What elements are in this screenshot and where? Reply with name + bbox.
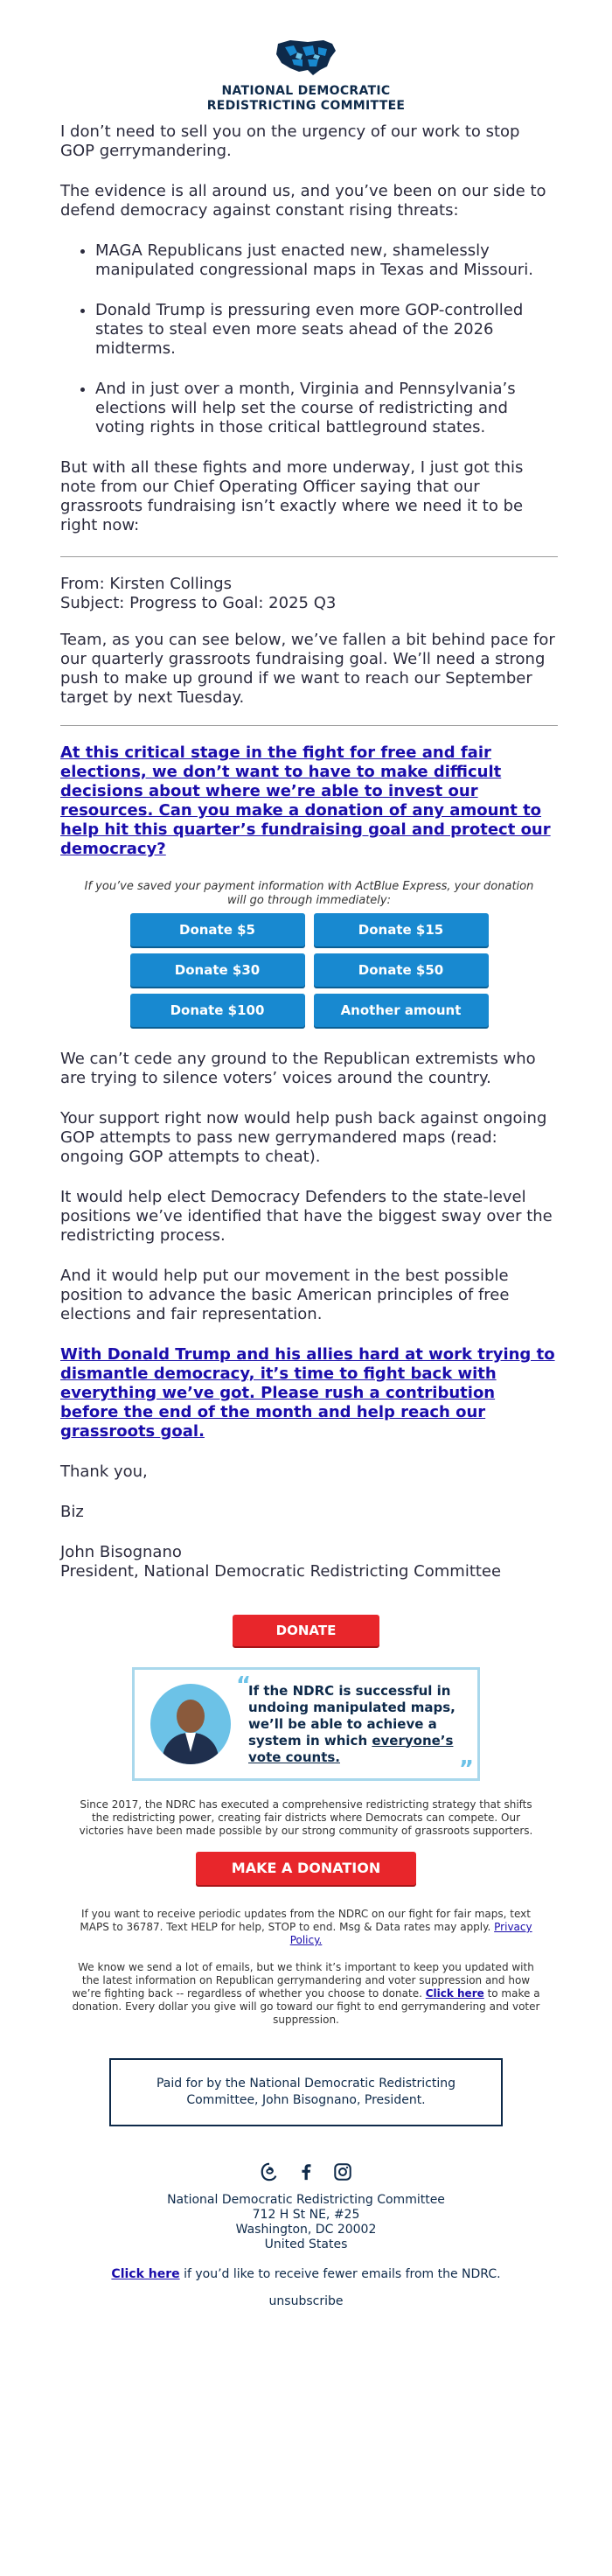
address-line: National Democratic Redistricting Committee: [167, 2193, 445, 2207]
body-paragraph-1: We can’t cede any ground to the Republican extremists who are trying to silence voters’ voices around the country.: [60, 1050, 536, 1087]
donate-30-button[interactable]: Donate $30: [130, 953, 305, 987]
email-header: [0, 0, 612, 122]
list-item: • Donald Trump is pressuring even more GOP-controlled states to steal even more seats ahead of the 2026 midterms.: [95, 301, 558, 359]
divider: [60, 725, 558, 726]
intro-paragraph-3: But with all these fights and more underway, I just got this note from our Chief Operating Officer saying that our grassroots fundraising isn’t exactly where we need it to be right now:: [60, 458, 524, 534]
open-quote-icon: “: [236, 1672, 252, 1699]
org-name-line1: NATIONAL DEMOCRATIC: [221, 84, 391, 98]
memo-from: From: Kirsten Collings: [60, 575, 233, 593]
divider: [60, 556, 558, 557]
address-line: Washington, DC 20002: [235, 2223, 377, 2237]
make-donation-button[interactable]: MAKE A DONATION: [196, 1852, 416, 1885]
facebook-icon[interactable]: [296, 2161, 316, 2182]
footer-address: [0, 2193, 612, 2252]
fewer-emails-link[interactable]: Click here: [111, 2267, 180, 2281]
body-paragraph-4: And it would help put our movement in the best possible position to advance the basic American principles of free elections and fair representation.: [60, 1267, 510, 1323]
memo-subject: Subject: Progress to Goal: 2025 Q3: [60, 594, 337, 612]
actblue-note: If you’ve saved your payment information with ActBlue Express, your donation will go through immediately:: [84, 880, 534, 907]
pull-quote: [236, 1672, 474, 1783]
unsubscribe-link[interactable]: unsubscribe: [268, 2294, 344, 2308]
address-line: 712 H St NE, #25: [252, 2208, 360, 2222]
emails-text-before: We know we send a lot of emails, but we think it’s important to keep you updated with the latest information on Republican gerrymandering and voter suppression and how we’re fighting back -- regardless of whether you choose to donate.: [72, 1961, 534, 2000]
signature-block: [60, 1543, 558, 1581]
quote-underlined-text: everyone’s vote counts.: [248, 1732, 454, 1765]
emails-disclaimer: [70, 1961, 542, 2027]
donate-100-button[interactable]: Donate $100: [130, 994, 305, 1027]
quote-text: If the NDRC is successful in undoing manipulated maps, we’ll be able to achieve a system in which: [248, 1682, 456, 1749]
click-here-donate-link[interactable]: Click here: [425, 1987, 484, 2000]
threads-icon[interactable]: [259, 2161, 280, 2182]
avatar: [150, 1684, 231, 1764]
memo-header: [60, 575, 558, 613]
memo-body: Team, as you can see below, we’ve fallen a bit behind pace for our quarterly grassroots fundraising goal. We’ll need a strong push to make up ground if we want to reach our September target by next Tuesday.: [60, 631, 555, 707]
donate-cta-link-2[interactable]: With Donald Trump and his allies hard at work trying to dismantle democracy, it’s time to fight back with everything we’ve got. Please rush a contribution before the end of the month and help reach our grassroots goal.: [60, 1345, 555, 1441]
privacy-policy-link[interactable]: Privacy Policy.: [289, 1921, 532, 1946]
quote-box: [132, 1667, 480, 1781]
email-body: [0, 122, 612, 1581]
signer-name: John Bisognano: [60, 1543, 182, 1561]
us-map-logo-icon: [273, 35, 339, 79]
emails-text-after: to make a donation. Every dollar you give will go toward our fight to end gerrymandering and voter suppression.: [72, 1987, 540, 2026]
social-links: [0, 2161, 612, 2182]
intro-paragraph-1: I don’t need to sell you on the urgency of our work to stop GOP gerrymandering.: [60, 122, 520, 160]
threats-list: [60, 241, 558, 437]
donate-button-grid: [60, 913, 558, 1027]
donate-50-button[interactable]: Donate $50: [314, 953, 489, 987]
fewer-emails-label: if you’d like to receive fewer emails from the NDRC.: [179, 2267, 501, 2281]
since-2017-text: Since 2017, the NDRC has executed a comprehensive redistricting strategy that shifts the redistricting power, creating fair districts where Democrats can compete. Our victories have been made possible by our strong community of grassroots supporters.: [79, 1798, 533, 1837]
signer-title: President, National Democratic Redistricting Committee: [60, 1562, 502, 1581]
paid-for-box: Paid for by the National Democratic Redistricting Committee, John Bisognano, President.: [109, 2058, 503, 2126]
sms-disclaimer: [70, 1908, 542, 1947]
donate-5-button[interactable]: Donate $5: [130, 913, 305, 946]
intro-paragraph-2: The evidence is all around us, and you’ve been on our side to defend democracy against constant rising threats:: [60, 182, 546, 220]
instagram-icon[interactable]: [332, 2161, 353, 2182]
body-paragraph-2: Your support right now would help push back against ongoing GOP attempts to pass new gerrymandered maps (read: ongoing GOP attempts to cheat).: [60, 1109, 547, 1166]
address-line: United States: [264, 2237, 348, 2251]
donate-15-button[interactable]: Donate $15: [314, 913, 489, 946]
org-name-line2: REDISTRICTING COMMITTEE: [206, 99, 406, 113]
org-name: [207, 84, 406, 114]
donate-other-amount-button[interactable]: Another amount: [314, 994, 489, 1027]
signoff-nickname: Biz: [60, 1503, 84, 1521]
donate-cta-link-1[interactable]: At this critical stage in the fight for free and fair elections, we don’t want to have to make difficult decisions about where we’re able to invest our resources. Can you make a donation of any amount to help hit this quarter’s fundraising goal and protect our democracy?: [60, 743, 551, 858]
body-paragraph-3: It would help elect Democracy Defenders to the state-level positions we’ve identified that have the biggest sway over the redistricting process.: [60, 1188, 553, 1245]
signoff-thanks: Thank you,: [60, 1463, 148, 1481]
donate-button[interactable]: DONATE: [233, 1615, 379, 1646]
sms-text: If you want to receive periodic updates from the NDRC on our fight for fair maps, text MAPS to 36787. Text HELP for help, STOP to end. Msg & Data rates may apply.: [80, 1908, 531, 1933]
close-quote-icon: ”: [458, 1756, 474, 1783]
list-item: • And in just over a month, Virginia and Pennsylvania’s elections will help set the course of redistricting and voting rights in those critical battleground states.: [95, 380, 558, 437]
fewer-emails-text: [0, 2266, 612, 2282]
list-item: • MAGA Republicans just enacted new, shamelessly manipulated congressional maps in Texas and Missouri.: [95, 241, 558, 280]
